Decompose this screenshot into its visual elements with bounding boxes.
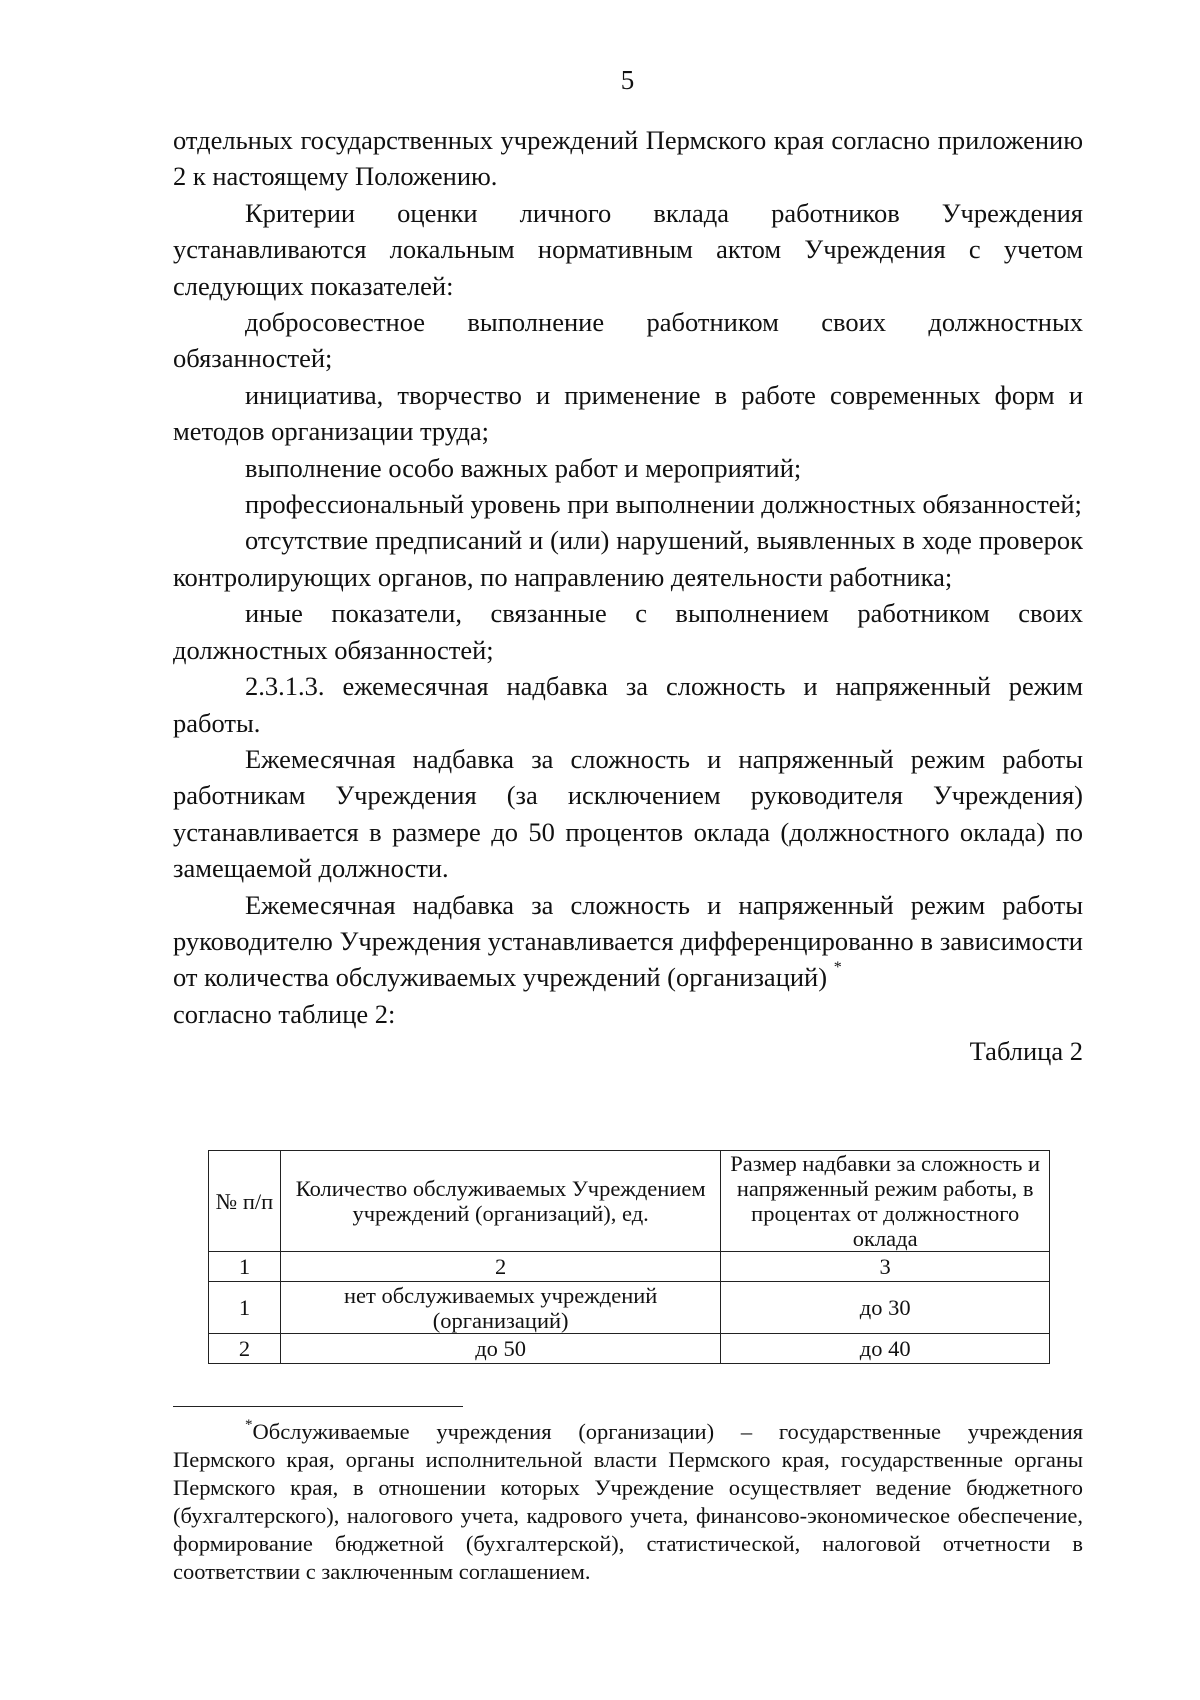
table-column-number: 2 [280, 1252, 720, 1282]
footnote [173, 1418, 1083, 1586]
table-column-number: 3 [721, 1252, 1050, 1282]
paragraph-allowance-head-text: Ежемесячная надбавка за сложность и напряженный режим работы руководителю Учреждения устанавливается дифференцированно в зависимости от количества обслуживаемых учреждений (организаций) [173, 889, 1083, 993]
table-row [209, 1334, 1050, 1364]
table-header-cell: Размер надбавки за сложность и напряженный режим работы, в процентах от должностного оклада [721, 1151, 1050, 1252]
table-row [209, 1282, 1050, 1334]
paragraph-criterion-4: профессиональный уровень при выполнении должностных обязанностей; [245, 489, 1082, 520]
paragraph-criterion-1: добросовестное выполнение работником своих должностных обязанностей; [173, 307, 1083, 374]
table-cell: 2 [209, 1334, 281, 1364]
table-cell: до 40 [721, 1334, 1050, 1364]
table-column-number: 1 [209, 1252, 281, 1282]
table-cell: нет обслуживаемых учреждений (организаций) [280, 1282, 720, 1334]
footnote-reference-marker: * [833, 959, 842, 977]
paragraph-criteria-intro: Критерии оценки личного вклада работников Учреждения устанавливаются локальным нормативным актом Учреждения с учетом следующих показателей: [173, 197, 1083, 301]
paragraph-criterion-2: инициатива, творчество и применение в работе современных форм и методов организации труда; [173, 379, 1083, 447]
paragraph-allowance-head [173, 887, 1083, 996]
paragraph-table-ref: согласно таблице 2: [173, 998, 396, 1029]
page-number: 5 [620, 65, 635, 95]
table-cell: до 30 [721, 1282, 1050, 1334]
paragraph-continuation: отдельных государственных учреждений Пермского края согласно приложению 2 к настоящему Положению. [173, 125, 1083, 192]
footnote-separator [173, 1406, 463, 1407]
footnote-text: Обслуживаемые учреждения (организации) – государственные учреждения Пермского края, органы исполнительной власти Пермского края, государственные органы Пермского края, в отношении которых Учреждение осуществляет ведение бюджетного (бухгалтерского), налогового учета, кадрового учета, финансово-экономическое обеспечение, формирование бюджетной (бухгалтерской), статистической, налоговой отчетности в соответствии с заключенным соглашением. [173, 1419, 1083, 1584]
table-column-number-row [209, 1252, 1050, 1282]
paragraph-allowance-workers: Ежемесячная надбавка за сложность и напряженный режим работы работникам Учреждения (за исключением руководителя Учреждения) устанавливается в размере до 50 процентов оклада (должностного оклада) по замещаемой должности. [173, 743, 1083, 884]
body-text [173, 122, 1083, 1070]
table-header-row [209, 1151, 1050, 1252]
paragraph-criterion-5: отсутствие предписаний и (или) нарушений, выявленных в ходе проверок контролирующих органов, по направлению деятельности работника; [173, 525, 1083, 592]
table-cell: 1 [209, 1282, 281, 1334]
paragraph-criterion-6: иные показатели, связанные с выполнением работником своих должностных обязанностей; [173, 598, 1083, 665]
paragraph-criterion-3: выполнение особо важных работ и мероприятий; [245, 452, 802, 483]
table-caption: Таблица 2 [969, 1036, 1083, 1067]
footnote-marker: * [245, 1417, 253, 1433]
table-cell: до 50 [280, 1334, 720, 1364]
allowance-table [208, 1150, 1050, 1364]
table-header-cell: Количество обслуживаемых Учреждением учреждений (организаций), ед. [280, 1151, 720, 1252]
paragraph-section-2-3-1-3: 2.3.1.3. ежемесячная надбавка за сложность и напряженный режим работы. [173, 671, 1083, 738]
table-header-cell: № п/п [209, 1151, 281, 1252]
